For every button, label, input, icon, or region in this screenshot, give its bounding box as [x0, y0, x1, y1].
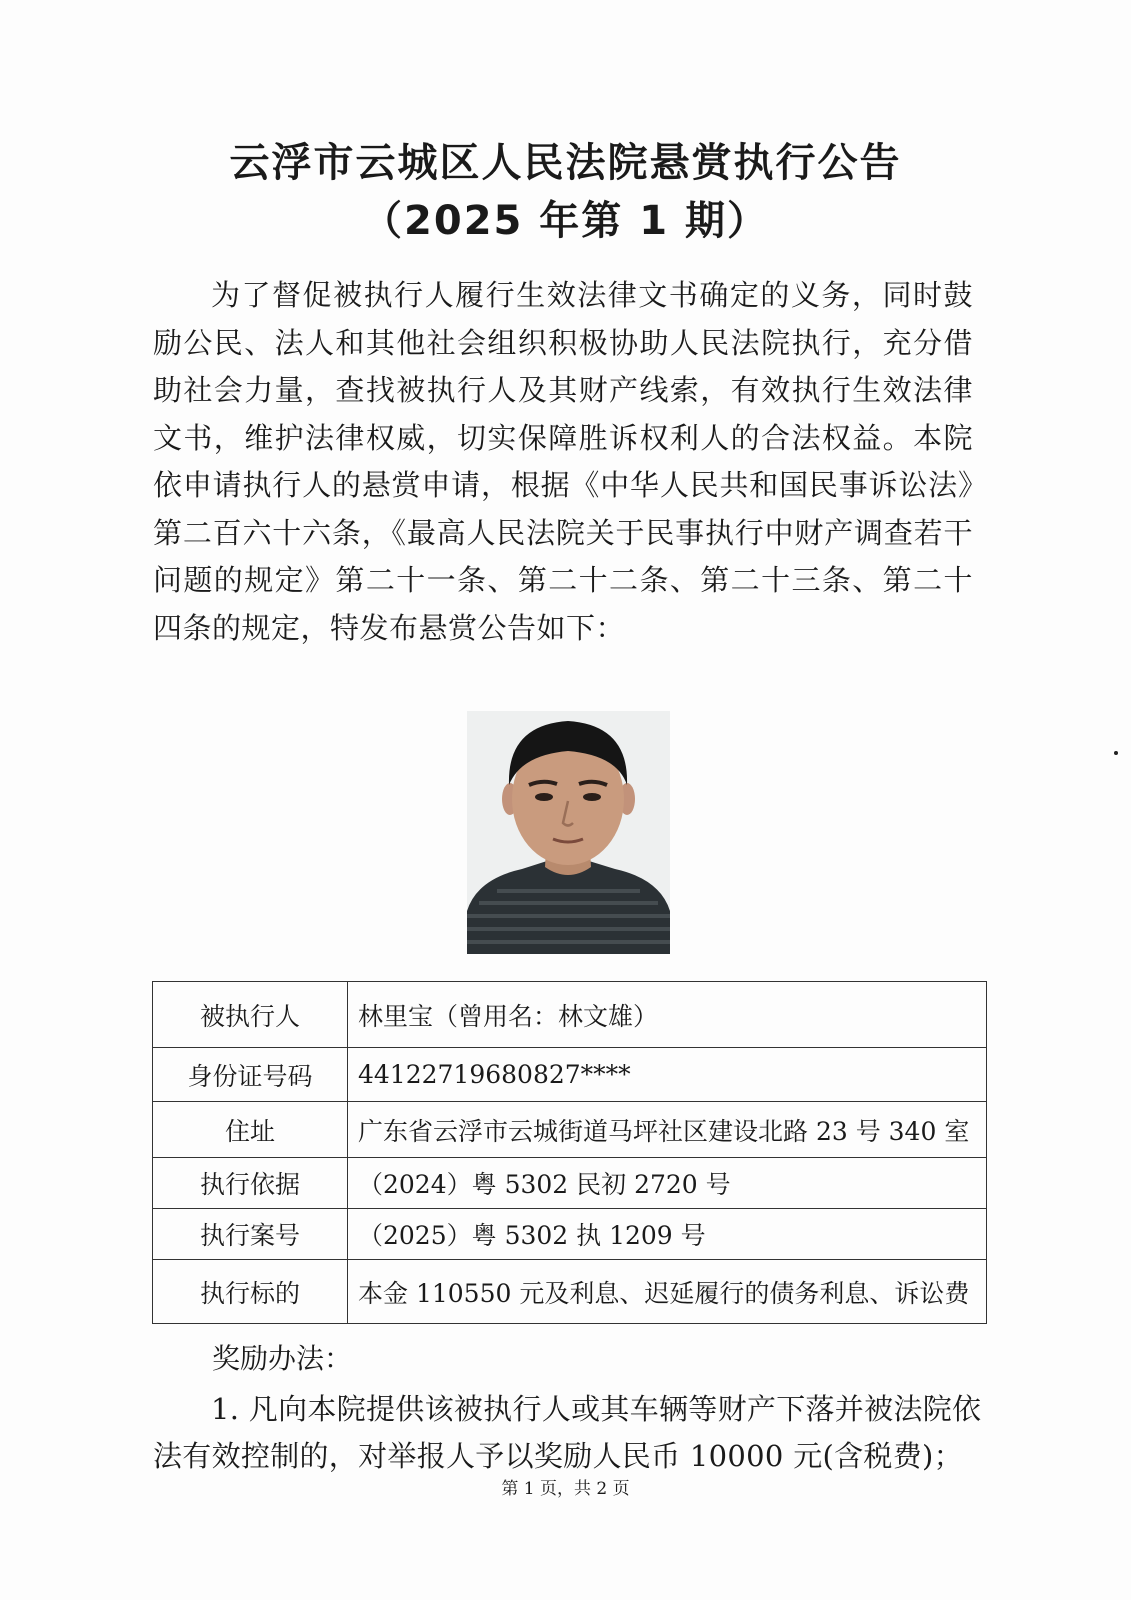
- scan-speck: [1114, 751, 1118, 755]
- portrait-right-eye: [583, 793, 601, 801]
- portrait-left-eye: [535, 793, 553, 801]
- table-row: [153, 1048, 987, 1102]
- table-row: [153, 1102, 987, 1158]
- table-value: 广东省云浮市云城街道马坪社区建设北路 23 号 340 室: [348, 1102, 987, 1158]
- reward-item: 1. 凡向本院提供该被执行人或其车辆等财产下落并被法院依法有效控制的，对举报人予以奖励人民币 10000 元(含税费)；: [153, 1392, 982, 1473]
- reward-heading: 奖励办法：: [212, 1342, 353, 1375]
- person-portrait-icon: [467, 711, 670, 954]
- table-value: 44122719680827****: [348, 1048, 987, 1102]
- table-label: 执行依据: [153, 1158, 348, 1209]
- table-label: 身份证号码: [153, 1048, 348, 1102]
- table-label: 被执行人: [153, 982, 348, 1048]
- notice-issue: （2025 年第 1 期）: [362, 198, 769, 244]
- notice-title: 云浮市云城区人民法院悬赏执行公告: [229, 140, 902, 186]
- table-label: 住址: [153, 1102, 348, 1158]
- table-value: 本金 110550 元及利息、迟延履行的债务利息、诉讼费: [348, 1260, 987, 1324]
- page-number: 第 1 页，共 2 页: [501, 1479, 630, 1499]
- intro-paragraph: 为了督促被执行人履行生效法律文书确定的义务，同时鼓励公民、法人和其他社会组织积极协助人民法院执行，充分借助社会力量，查找被执行人及其财产线索，有效执行生效法律文书，维护法律权威，切实保障胜诉权利人的合法权益。本院依申请执行人的悬赏申请，根据《中华人民共和国民事诉讼法》第二百六十六条，《最高人民法院关于民事执行中财产调查若干问题的规定》第二十一条、第二十二条、第二十三条、第二十四条的规定，特发布悬赏公告如下：: [153, 278, 973, 645]
- table-value: （2025）粤 5302 执 1209 号: [348, 1209, 987, 1260]
- debtor-info-table: [152, 981, 987, 1324]
- table-value: 林里宝（曾用名：林文雄）: [348, 982, 987, 1048]
- table-row: [153, 1260, 987, 1324]
- table-row: [153, 982, 987, 1048]
- table-label: 执行标的: [153, 1260, 348, 1324]
- portrait-drawing: [467, 711, 670, 954]
- table-row: [153, 1209, 987, 1260]
- table-label: 执行案号: [153, 1209, 348, 1260]
- table-value: （2024）粤 5302 民初 2720 号: [348, 1158, 987, 1209]
- table-row: [153, 1158, 987, 1209]
